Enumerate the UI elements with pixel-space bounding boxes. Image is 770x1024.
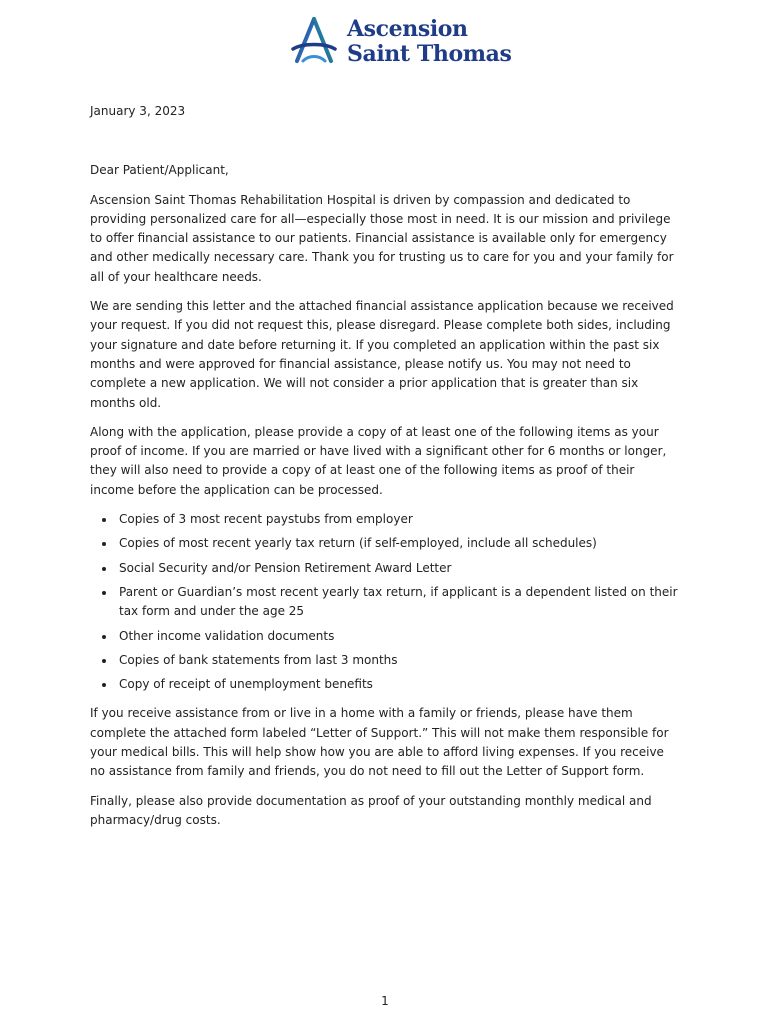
list-item: Social Security and/or Pension Retirement Award Letter bbox=[90, 559, 680, 578]
paragraph-proof-of-income: Along with the application, please provide a copy of at least one of the following items as your proof of income. If you are married or have lived with a significant other for 6 months or longer, they will also need to provide a copy of at least one of the following items as proof of their income before the application can be processed. bbox=[90, 424, 667, 497]
list-item: Copies of bank statements from last 3 months bbox=[90, 651, 680, 670]
proof-of-income-list bbox=[90, 510, 680, 694]
paragraph-medical-costs: Finally, please also provide documentation as proof of your outstanding monthly medical and pharmacy/drug costs. bbox=[90, 793, 652, 827]
brand-name bbox=[347, 17, 511, 67]
brand-logo bbox=[287, 14, 527, 70]
paragraph-intro: Ascension Saint Thomas Rehabilitation Hospital is driven by compassion and dedicated to providing personalized care for all—especially those most in need. It is our mission and privilege to offer financial assistance to our patients. Financial assistance is available only for emergency and other medically necessary care. Thank you for trusting us to care for you and your family for all of your healthcare needs. bbox=[90, 192, 674, 284]
brand-line-1: Ascension bbox=[347, 16, 468, 42]
paragraph-request: We are sending this letter and the attached financial assistance application because we received your request. If you did not request this, please disregard. Please complete both sides, including your signature and date before returning it. If you completed an application within the past six months and were approved for financial assistance, please notify us. You may not need to complete a new application. We will not consider a prior application that is greater than six months old. bbox=[90, 299, 674, 410]
list-item: Copy of receipt of unemployment benefits bbox=[90, 675, 680, 694]
page-number: 1 bbox=[381, 994, 389, 1008]
letter-date: January 3, 2023 bbox=[90, 104, 186, 118]
list-item: Copies of most recent yearly tax return (if self-employed, include all schedules) bbox=[90, 534, 680, 553]
list-item: Parent or Guardian’s most recent yearly tax return, if applicant is a dependent listed on their tax form and under the age 25 bbox=[90, 583, 680, 622]
list-item: Copies of 3 most recent paystubs from employer bbox=[90, 510, 680, 529]
list-item: Other income validation documents bbox=[90, 627, 680, 646]
brand-line-2: Saint Thomas bbox=[347, 41, 512, 67]
letter-body bbox=[90, 102, 680, 840]
salutation: Dear Patient/Applicant, bbox=[90, 163, 229, 178]
paragraph-letter-of-support: If you receive assistance from or live in a home with a family or friends, please have them complete the attached form labeled “Letter of Support.” This will not make them responsible for your medical bills. This will help show how you are able to afford living expenses. If you receive no assistance from family and friends, you do not need to fill out the Letter of Support form. bbox=[90, 706, 669, 779]
ascension-cross-icon bbox=[287, 15, 341, 69]
